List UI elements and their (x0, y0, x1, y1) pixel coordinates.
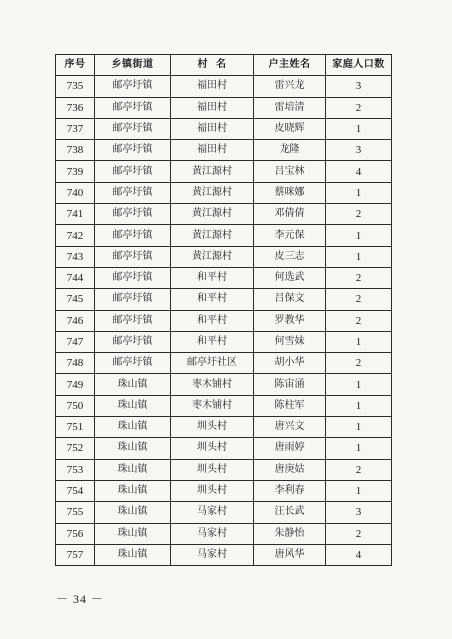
cell-householder: 皮三志 (254, 246, 326, 267)
cell-township: 珠山镇 (95, 374, 171, 395)
header-village: 村 名 (171, 55, 254, 76)
table-row (56, 353, 392, 374)
cell-village: 和平村 (171, 289, 254, 310)
cell-township: 珠山镇 (95, 417, 171, 438)
cell-householder: 陈柱军 (254, 395, 326, 416)
cell-village: 黄江源村 (171, 204, 254, 225)
cell-township: 邮亭圩镇 (95, 310, 171, 331)
cell-householder: 蔡咪娜 (254, 182, 326, 203)
cell-family-size: 3 (326, 76, 392, 97)
cell-village: 黄江源村 (171, 182, 254, 203)
cell-village: 马家村 (171, 544, 254, 565)
cell-township: 珠山镇 (95, 459, 171, 480)
cell-family-size: 1 (326, 480, 392, 501)
cell-serial-number: 751 (56, 417, 95, 438)
cell-householder: 何选武 (254, 267, 326, 288)
cell-township: 邮亭圩镇 (95, 76, 171, 97)
cell-township: 邮亭圩镇 (95, 140, 171, 161)
cell-village: 福田村 (171, 118, 254, 139)
cell-village: 福田村 (171, 140, 254, 161)
cell-serial-number: 749 (56, 374, 95, 395)
cell-householder: 邓倩倩 (254, 204, 326, 225)
table-row (56, 310, 392, 331)
cell-householder: 吕保文 (254, 289, 326, 310)
table-row (56, 331, 392, 352)
cell-village: 枣木铺村 (171, 374, 254, 395)
table-row (56, 118, 392, 139)
household-table (55, 54, 392, 566)
cell-village: 马家村 (171, 502, 254, 523)
cell-family-size: 3 (326, 502, 392, 523)
table-row (56, 140, 392, 161)
cell-village: 和平村 (171, 267, 254, 288)
cell-family-size: 1 (326, 182, 392, 203)
cell-township: 珠山镇 (95, 480, 171, 501)
cell-serial-number: 745 (56, 289, 95, 310)
cell-village: 福田村 (171, 97, 254, 118)
cell-township: 邮亭圩镇 (95, 353, 171, 374)
cell-village: 圳头村 (171, 417, 254, 438)
cell-family-size: 1 (326, 417, 392, 438)
table-row (56, 289, 392, 310)
cell-village: 圳头村 (171, 438, 254, 459)
cell-householder: 皮晓辉 (254, 118, 326, 139)
cell-family-size: 1 (326, 331, 392, 352)
cell-householder: 唐庚姑 (254, 459, 326, 480)
cell-township: 珠山镇 (95, 523, 171, 544)
cell-township: 邮亭圩镇 (95, 118, 171, 139)
cell-family-size: 3 (326, 140, 392, 161)
cell-township: 珠山镇 (95, 438, 171, 459)
table-row (56, 161, 392, 182)
header-family-size: 家庭人口数 (326, 55, 392, 76)
cell-township: 邮亭圩镇 (95, 182, 171, 203)
cell-householder: 唐兴文 (254, 417, 326, 438)
cell-village: 圳头村 (171, 480, 254, 501)
table-row (56, 267, 392, 288)
table-row (56, 374, 392, 395)
table-row (56, 480, 392, 501)
cell-serial-number: 753 (56, 459, 95, 480)
cell-householder: 唐雨婷 (254, 438, 326, 459)
cell-family-size: 2 (326, 204, 392, 225)
cell-serial-number: 755 (56, 502, 95, 523)
table-header-row (56, 55, 392, 76)
page-number: － 34 － (56, 592, 105, 606)
cell-family-size: 2 (326, 459, 392, 480)
cell-serial-number: 741 (56, 204, 95, 225)
cell-householder: 雷培清 (254, 97, 326, 118)
cell-township: 邮亭圩镇 (95, 225, 171, 246)
cell-village: 枣木铺村 (171, 395, 254, 416)
cell-householder: 吕宝林 (254, 161, 326, 182)
cell-family-size: 1 (326, 225, 392, 246)
cell-serial-number: 735 (56, 76, 95, 97)
cell-village: 马家村 (171, 523, 254, 544)
table-row (56, 459, 392, 480)
cell-family-size: 2 (326, 97, 392, 118)
cell-family-size: 2 (326, 523, 392, 544)
cell-family-size: 1 (326, 438, 392, 459)
table-row (56, 544, 392, 565)
table-row (56, 502, 392, 523)
cell-township: 邮亭圩镇 (95, 331, 171, 352)
cell-family-size: 4 (326, 544, 392, 565)
cell-serial-number: 737 (56, 118, 95, 139)
cell-serial-number: 756 (56, 523, 95, 544)
cell-township: 邮亭圩镇 (95, 267, 171, 288)
cell-family-size: 2 (326, 353, 392, 374)
cell-family-size: 1 (326, 246, 392, 267)
cell-family-size: 1 (326, 374, 392, 395)
table-row (56, 182, 392, 203)
cell-township: 邮亭圩镇 (95, 246, 171, 267)
cell-village: 和平村 (171, 331, 254, 352)
cell-family-size: 1 (326, 395, 392, 416)
cell-serial-number: 740 (56, 182, 95, 203)
cell-householder: 雷兴龙 (254, 76, 326, 97)
cell-serial-number: 743 (56, 246, 95, 267)
table-row (56, 417, 392, 438)
cell-township: 邮亭圩镇 (95, 289, 171, 310)
cell-householder: 何雪妹 (254, 331, 326, 352)
cell-householder: 朱静怡 (254, 523, 326, 544)
cell-serial-number: 757 (56, 544, 95, 565)
cell-serial-number: 742 (56, 225, 95, 246)
cell-householder: 罗教华 (254, 310, 326, 331)
header-township: 乡镇街道 (95, 55, 171, 76)
cell-householder: 龙隆 (254, 140, 326, 161)
cell-township: 邮亭圩镇 (95, 204, 171, 225)
cell-family-size: 1 (326, 118, 392, 139)
cell-village: 黄江源村 (171, 246, 254, 267)
cell-village: 圳头村 (171, 459, 254, 480)
cell-village: 黄江源村 (171, 225, 254, 246)
cell-householder: 胡小华 (254, 353, 326, 374)
cell-township: 珠山镇 (95, 544, 171, 565)
cell-village: 福田村 (171, 76, 254, 97)
cell-serial-number: 752 (56, 438, 95, 459)
cell-serial-number: 750 (56, 395, 95, 416)
cell-serial-number: 747 (56, 331, 95, 352)
cell-serial-number: 738 (56, 140, 95, 161)
table-row (56, 76, 392, 97)
cell-householder: 唐风华 (254, 544, 326, 565)
cell-family-size: 2 (326, 289, 392, 310)
table-row (56, 204, 392, 225)
cell-family-size: 2 (326, 310, 392, 331)
header-serial-number: 序号 (56, 55, 95, 76)
table-row (56, 225, 392, 246)
cell-family-size: 4 (326, 161, 392, 182)
cell-serial-number: 748 (56, 353, 95, 374)
cell-township: 珠山镇 (95, 502, 171, 523)
cell-village: 和平村 (171, 310, 254, 331)
table-row (56, 438, 392, 459)
cell-serial-number: 744 (56, 267, 95, 288)
cell-township: 珠山镇 (95, 395, 171, 416)
cell-township: 邮亭圩镇 (95, 97, 171, 118)
cell-householder: 李元保 (254, 225, 326, 246)
cell-serial-number: 754 (56, 480, 95, 501)
table-row (56, 395, 392, 416)
table-row (56, 97, 392, 118)
cell-householder: 李利春 (254, 480, 326, 501)
cell-serial-number: 739 (56, 161, 95, 182)
cell-serial-number: 746 (56, 310, 95, 331)
cell-householder: 汪长武 (254, 502, 326, 523)
cell-family-size: 2 (326, 267, 392, 288)
table-row (56, 523, 392, 544)
table-body (56, 76, 392, 566)
cell-householder: 陈宙涌 (254, 374, 326, 395)
cell-township: 邮亭圩镇 (95, 161, 171, 182)
cell-village: 邮亭圩社区 (171, 353, 254, 374)
table-row (56, 246, 392, 267)
cell-serial-number: 736 (56, 97, 95, 118)
cell-village: 黄江源村 (171, 161, 254, 182)
header-householder: 户主姓名 (254, 55, 326, 76)
